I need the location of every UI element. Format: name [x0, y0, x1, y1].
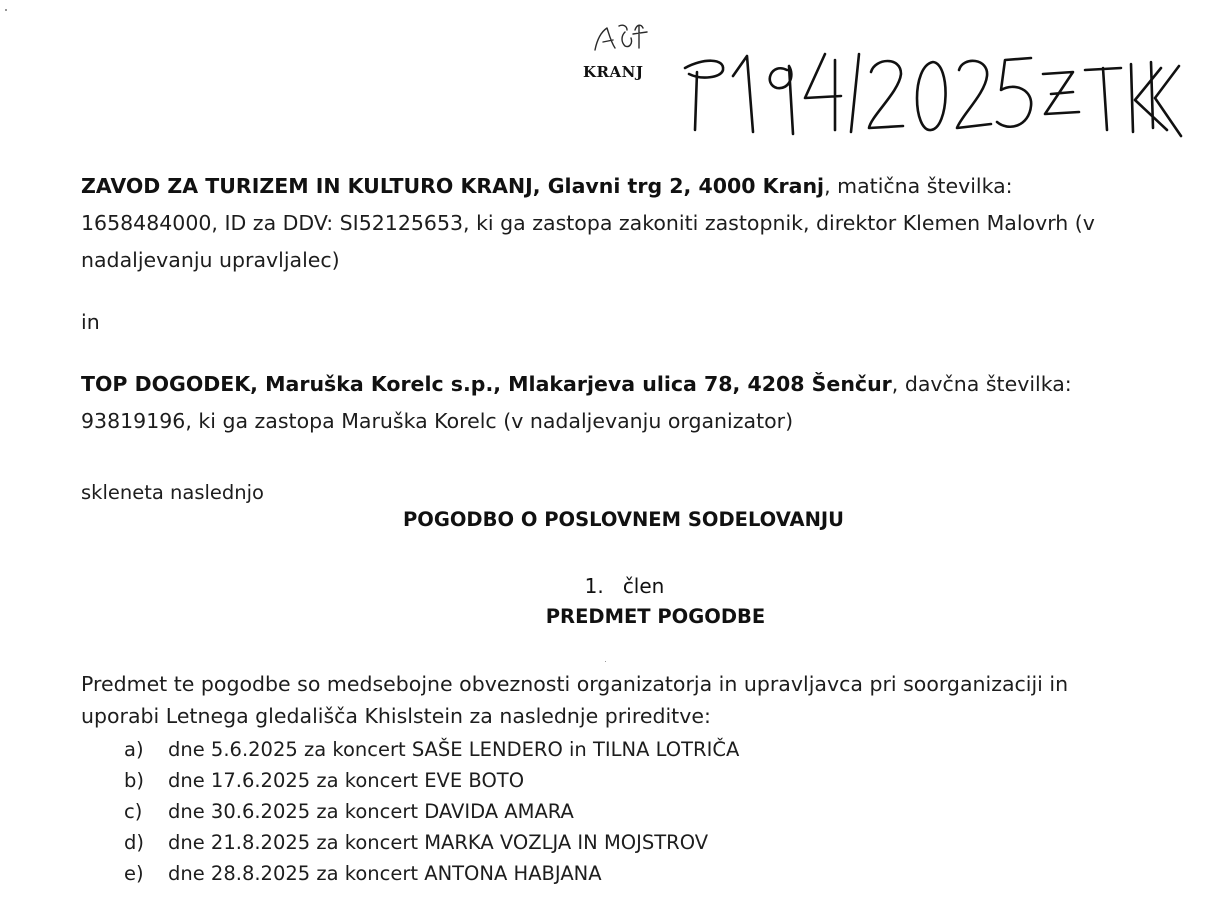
logo-city-text: KRANJ — [583, 63, 644, 81]
list-item-text: dne 5.6.2025 za koncert SAŠE LENDERO in TILNA LOTRIČA — [168, 738, 740, 761]
list-item — [124, 796, 739, 827]
list-item — [124, 827, 739, 858]
party-first-details: , matična številka: 1658484000, ID za DDV: SI52125653, ki ga zastopa zakoniti zastopnik, direktor Klemen Malovrh (v nadaljevanju upravljalec) — [81, 174, 1095, 272]
concluding-text: skleneta naslednjo — [81, 481, 264, 504]
party-second-paragraph — [81, 366, 1141, 440]
article-word: člen — [622, 574, 665, 598]
conjunction-text: in — [81, 310, 100, 334]
contract-title: POGODBO O POSLOVNEM SODELOVANJU — [402, 508, 845, 531]
list-item-letter: e) — [124, 862, 144, 885]
list-item-text: dne 21.8.2025 za koncert MARKA VOZLJA IN MOJSTROV — [168, 831, 709, 854]
article-heading — [13, 574, 1223, 598]
party-second-name: TOP DOGODEK, Maruška Korelc s.p., Mlakarjeva ulica 78, 4208 Šenčur — [81, 372, 892, 396]
scan-dot — [5, 9, 7, 11]
scan-speck — [605, 661, 606, 662]
list-item — [124, 858, 739, 889]
article-number: 1. — [584, 574, 604, 598]
list-item — [124, 765, 739, 796]
list-item — [124, 734, 739, 765]
party-first-name: ZAVOD ZA TURIZEM IN KULTURO KRANJ, Glavni trg 2, 4000 Kranj — [81, 174, 825, 198]
list-item-text: dne 30.6.2025 za koncert DAVIDA AMARA — [168, 800, 574, 823]
handwritten-reference — [675, 36, 1185, 146]
article-intro: Predmet te pogodbe so medsebojne obveznosti organizatorja in upravljavca pri soorganizaciji in uporabi Letnega gledališča Khislstein za naslednje prireditve: — [81, 672, 1069, 728]
party-first-paragraph — [81, 168, 1141, 279]
list-item-text: dne 17.6.2025 za koncert EVE BOTO — [168, 769, 525, 792]
party-second-details: , davčna številka: 93819196, ki ga zastopa Maruška Korelc (v nadaljevanju organizator) — [81, 372, 1072, 433]
handwritten-reference-drawing-icon — [675, 36, 1185, 146]
article-title: PREDMET POGODBE — [545, 605, 766, 628]
event-list — [124, 734, 739, 889]
list-item-text: dne 28.8.2025 za koncert ANTONA HABJANA — [168, 862, 602, 885]
kranj-logo — [583, 20, 663, 82]
list-item-letter: d) — [124, 831, 144, 854]
list-item-letter: c) — [124, 800, 143, 823]
list-item-letter: a) — [124, 738, 144, 761]
kranj-logo-mark-icon — [589, 20, 653, 54]
list-item-letter: b) — [124, 769, 144, 792]
